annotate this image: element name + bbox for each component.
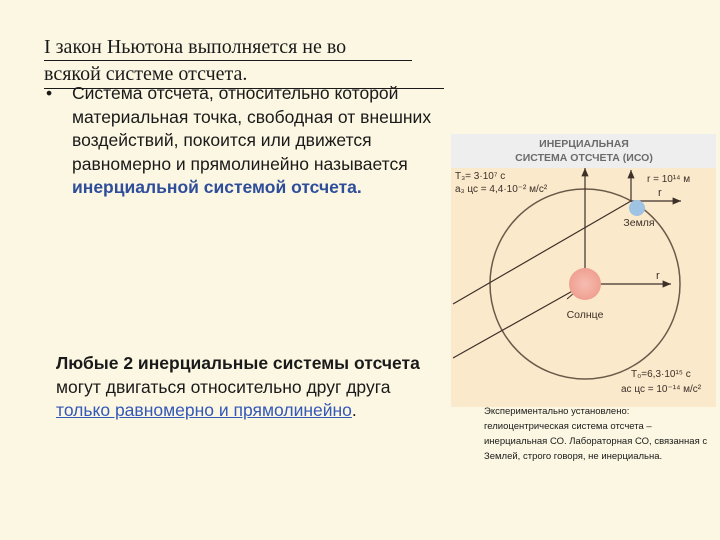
diagram-header-line-2: СИСТЕМА ОТСЧЕТА (ИСО)	[515, 152, 653, 164]
paragraph-mid: могут двигаться относительно друг друга	[56, 376, 391, 397]
earth-radius-vector	[453, 201, 631, 304]
definition-text	[72, 82, 436, 200]
earth-acceleration: a₃ цс = 4,4·10⁻² м/с²	[455, 184, 548, 195]
bullet-marker: •	[46, 83, 53, 103]
figure-caption: Экспериментально установлено: гелиоцентрическая система отсчета – инерциальная СО. Лабораторная СО, связанная с Землей, строго говоря, не инерциальна.	[484, 406, 708, 462]
sun-label: Солнце	[566, 309, 604, 321]
orbit-radius: r = 10¹⁴ м	[647, 174, 691, 185]
slide-title	[44, 34, 444, 89]
definition-bullet	[46, 82, 436, 200]
title-line-1: I закон Ньютона выполняется не во	[44, 34, 412, 61]
r-upper-label: r	[658, 187, 662, 199]
relative-motion-paragraph	[56, 352, 436, 423]
sun-period: T₀=6,3·10¹⁵ с	[631, 369, 691, 380]
earth-circle	[629, 200, 645, 216]
diagram-header-line-1: ИНЕРЦИАЛЬНАЯ	[539, 138, 629, 150]
earth-label: Земля	[623, 217, 655, 229]
definition-highlight: инерциальной системой отсчета.	[72, 177, 362, 197]
sun-acceleration: aс цс = 10⁻¹⁴ м/с²	[621, 384, 702, 395]
r-lower-label: r	[656, 270, 660, 282]
sun-radius-vector	[453, 284, 585, 358]
definition-text-body: Система отсчета, относительно которой материальная точка, свободная от внешних воздействий, покоится или движется равномерно и прямолинейно называется	[72, 83, 432, 174]
title-line-2: всякой системе отсчета.	[44, 63, 248, 85]
inertial-frame-diagram	[451, 134, 716, 407]
paragraph-bold: Любые 2 инерциальные системы отсчета	[56, 353, 420, 373]
diagram-svg	[451, 134, 716, 407]
paragraph-underlined: только равномерно и прямолинейно	[56, 400, 352, 420]
sun-circle	[569, 268, 601, 300]
paragraph-end: .	[351, 400, 357, 420]
earth-period: T₃= 3·10⁷ с	[455, 171, 506, 182]
